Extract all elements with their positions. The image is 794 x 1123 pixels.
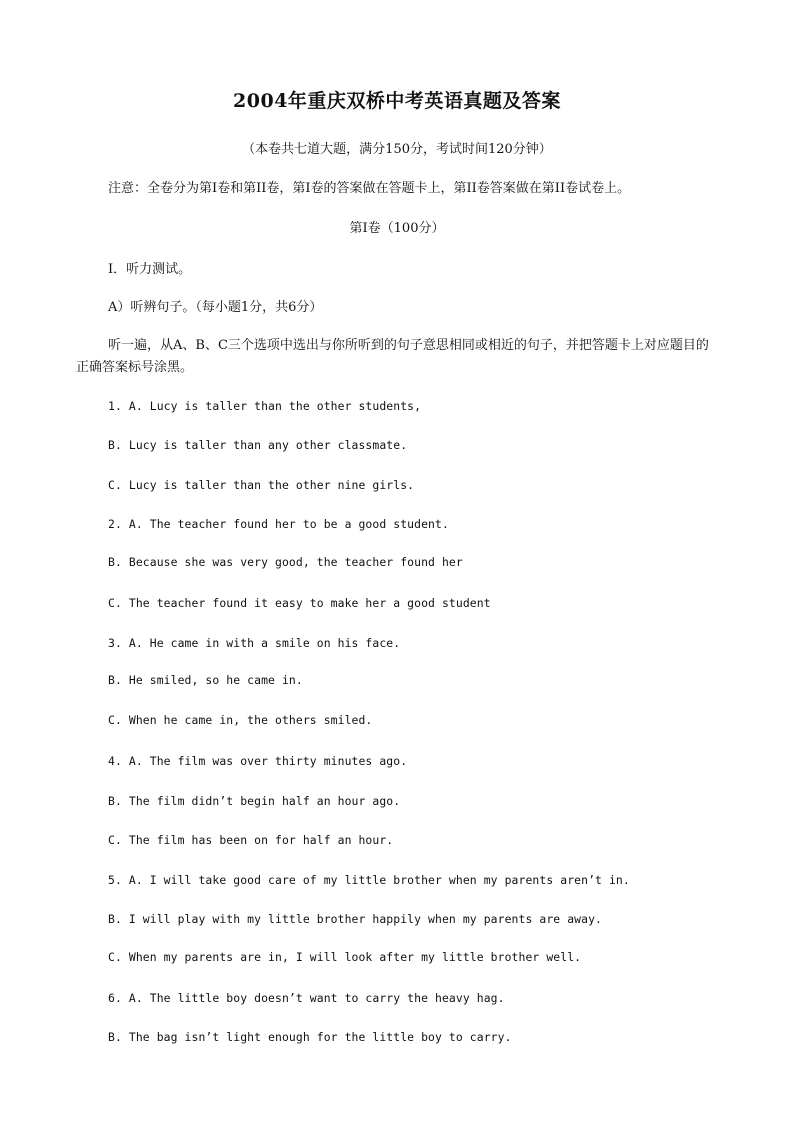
section-listening-heading: I．听力测试。 <box>108 262 192 277</box>
question-4-option-a: 4. A. The film was over thirty minutes ago. <box>108 754 408 768</box>
question-3-option-c: C. When he came in, the others smiled. <box>108 713 373 727</box>
exam-note: 注意：全卷分为第I卷和第II卷，第I卷的答案做在答题卡上，第II卷答案做在第II卷试卷上。 <box>108 181 631 196</box>
question-2-option-a: 2. A. The teacher found her to be a good student. <box>108 517 449 531</box>
question-1-option-a: 1. A. Lucy is taller than the other students, <box>108 399 422 413</box>
section-a-instructions: 听一遍，从A、B、C三个选项中选出与你所听到的句子意思相同或相近的句子，并把答题卡上对应题目的正确答案标号涂黑。 <box>76 338 709 375</box>
question-2-option-c: C. The teacher found it easy to make her a good student <box>108 596 491 610</box>
question-5-option-b: B. I will play with my little brother happily when my parents are away. <box>108 912 602 926</box>
question-2-option-b: B. Because she was very good, the teacher found her <box>108 555 463 569</box>
exam-subtitle: （本卷共七道大题，满分150分，考试时间120分钟） <box>242 142 552 157</box>
question-5-option-a: 5. A. I will take good care of my little brother when my parents aren’t in. <box>108 873 630 887</box>
part-one-heading: 第I卷（100分） <box>349 221 445 236</box>
question-3-option-b: B. He smiled, so he came in. <box>108 673 303 687</box>
question-1-option-c: C. Lucy is taller than the other nine girls. <box>108 478 415 492</box>
question-3-option-a: 3. A. He came in with a smile on his face. <box>108 636 401 650</box>
document-title: 2004年重庆双桥中考英语真题及答案 <box>233 90 561 112</box>
section-a-heading: A）听辨句子。（每小题1分，共6分） <box>108 300 323 315</box>
question-6-option-a: 6. A. The little boy doesn’t want to carry the heavy hag. <box>108 991 505 1005</box>
question-4-option-b: B. The film didn’t begin half an hour ago. <box>108 794 401 808</box>
question-4-option-c: C. The film has been on for half an hour. <box>108 833 394 847</box>
question-1-option-b: B. Lucy is taller than any other classmate. <box>108 438 408 452</box>
question-6-option-b: B. The bag isn’t light enough for the little boy to carry. <box>108 1030 512 1044</box>
question-5-option-c: C. When my parents are in, I will look after my little brother well. <box>108 950 582 964</box>
